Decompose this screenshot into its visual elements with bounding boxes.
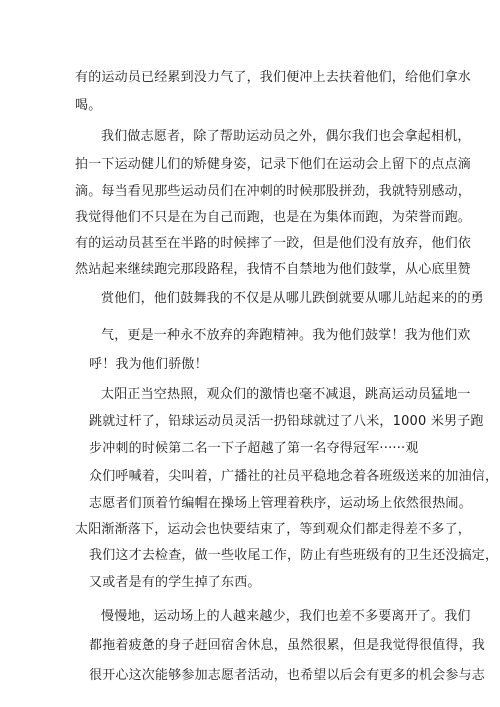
text-line: 滴。每当看见那些运动员们在冲刺的时候那股拼劲，我就特别感动， [75, 184, 472, 199]
text-line: 步冲刺的时候第二名一下子超越了第一名夺得冠军······观 [89, 441, 419, 456]
text-line: 又或者是有的学生掉了东西。 [89, 575, 261, 590]
text-line: 喝。 [75, 98, 102, 113]
text-line: 有的运动员甚至在半路的时候摔了一跤，但是他们没有放弃，他们依 [75, 236, 472, 251]
text-line: 然站起来继续跑完那段路程，我情不自禁地为他们鼓掌，从心底里赞 [75, 262, 472, 277]
text-line: 志愿者们顶着竹编帽在操场上管理着秩序，运动场上依然很热闹。 [89, 496, 472, 511]
text-line: 我们这才去检查，做一些收尾工作，防止有些班级有的卫生还没搞定， [89, 548, 499, 563]
text-line: 跳就过杆了，铅球运动员灵活一扔铅球就过了八米，1000 米男子跑 [89, 414, 484, 429]
text-line: 气，更是一种永不放弃的奔跑精神。我为他们鼓掌！我为他们欢 [101, 328, 471, 343]
text-line: 我们做志愿者，除了帮助运动员之外，偶尔我们也会拿起相机， [101, 129, 471, 144]
text-line: 呼！我为他们骄傲！ [89, 357, 208, 372]
text-line: 慢慢地，运动场上的人越来越少，我们也差不多要离开了。我们 [101, 609, 471, 624]
text-line: 太阳正当空热照，观众们的激情也毫不减退，跳高运动员猛地一 [101, 387, 471, 402]
text-line: 拍一下运动健儿们的矫健身姿，记录下他们在运动会上留下的点点滴 [75, 157, 472, 172]
text-line: 太阳渐渐落下，运动会也快要结束了，等到观众们都走得差不多了， [75, 522, 472, 537]
text-line: 很开心这次能够参加志愿者活动，也希望以后会有更多的机会参与志 [89, 668, 486, 683]
text-line: 赏他们，他们鼓舞我的不仅是从哪儿跌倒就要从哪儿站起来的的勇 [101, 291, 484, 306]
text-line: 我觉得他们不只是在为自己而跑，也是在为集体而跑，为荣誉而跑。 [75, 210, 472, 225]
text-line: 都拖着疲惫的身子赶回宿舍休息，虽然很累，但是我觉得很值得，我 [89, 638, 486, 653]
text-line: 众们呼喊着，尖叫着，广播社的社员平稳地念着各班级送来的加油信， [89, 469, 499, 484]
text-line: 有的运动员已经累到没力气了，我们便冲上去扶着他们，给他们拿水 [75, 70, 472, 85]
